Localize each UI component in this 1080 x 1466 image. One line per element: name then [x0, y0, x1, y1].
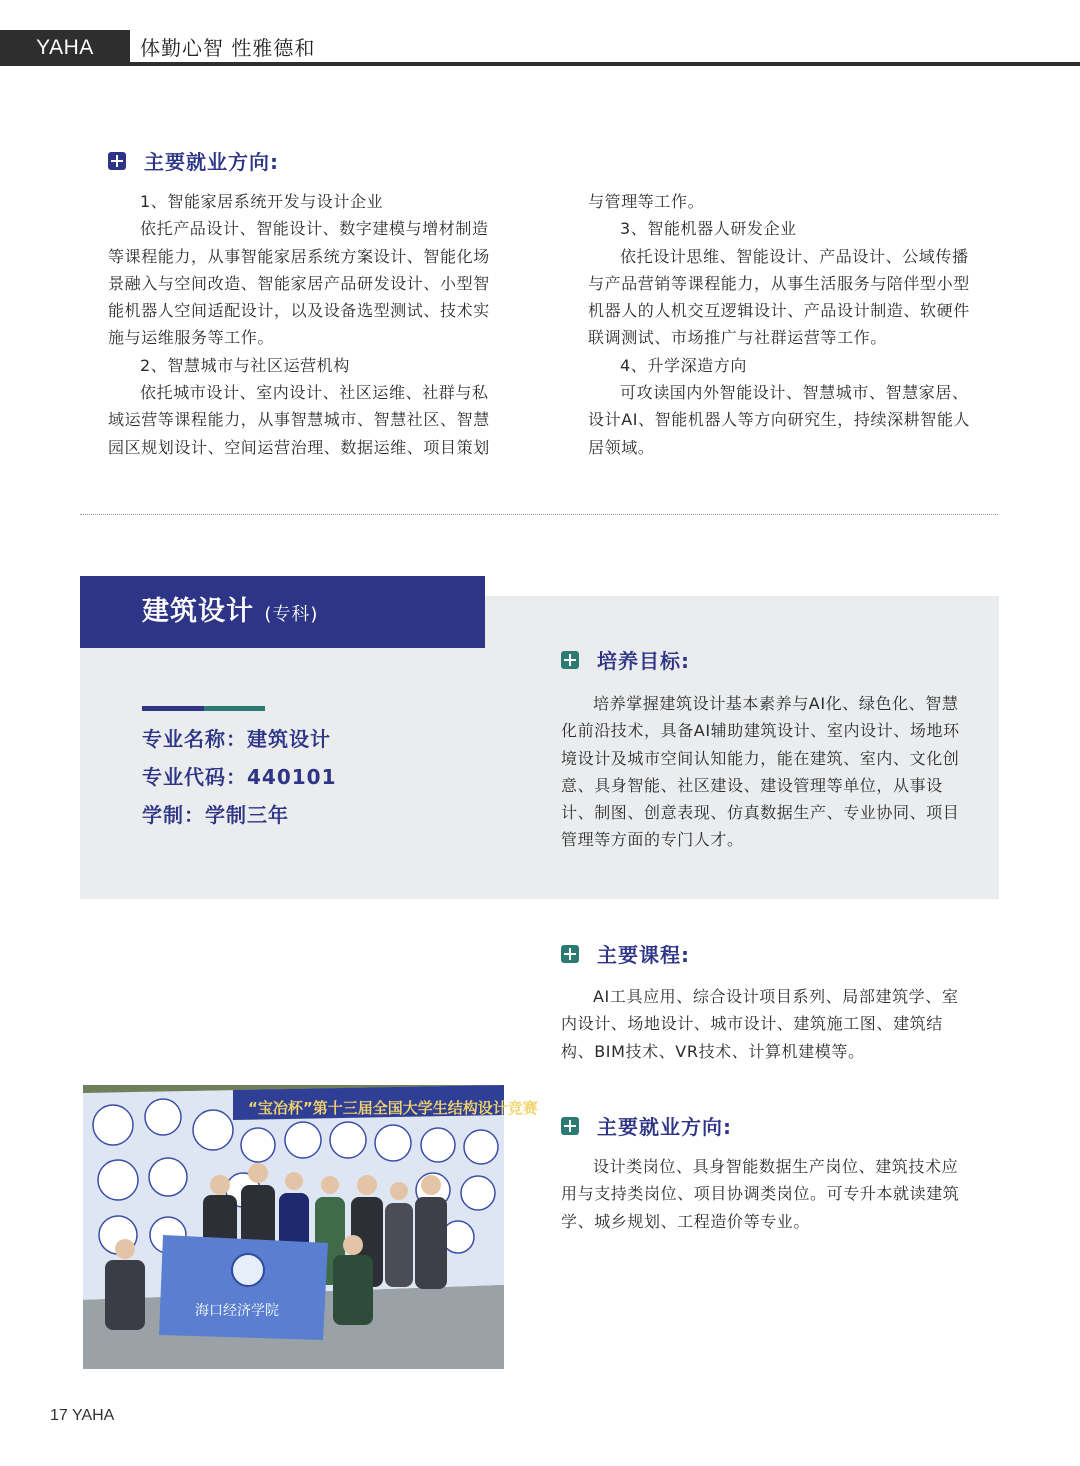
major-code: 专业代码：440101	[142, 765, 337, 789]
photo-flag-text: 海口经济学院	[195, 1303, 279, 1319]
text-line: 1、智能家居系统开发与设计企业	[140, 192, 384, 211]
text-line: 4、升学深造方向	[620, 355, 747, 375]
dotted-divider	[80, 514, 998, 515]
plus-square-icon	[108, 152, 126, 170]
section1-title: 主要就业方向:	[144, 150, 279, 174]
courses-heading	[561, 939, 690, 968]
text-line: 设计AI、智能机器人等方向研究生，持续深耕智能人	[588, 410, 971, 430]
major-name: 专业名称：建筑设计	[142, 727, 331, 751]
text-line: 居领域。	[588, 437, 655, 457]
team-photo	[83, 1085, 538, 1369]
text-line: 景融入与空间改造、智能家居产品研发设计、小型智	[108, 273, 490, 293]
text-line: 与管理等工作。	[588, 192, 705, 211]
courses-title: 主要课程:	[597, 943, 690, 967]
text-line: 3、智能机器人研发企业	[620, 219, 797, 239]
text-line: 与产品营销等课程能力，从事生活服务与陪伴型小型	[588, 273, 970, 293]
text-line: 能机器人空间适配设计，以及设备选型测试、技术实	[108, 301, 490, 321]
text-line: 联调测试、市场推广与社群运营等工作。	[588, 328, 887, 348]
photo-banner-text: “宝冶杯”第十三届全国大学生结构设计竞赛	[248, 1099, 538, 1117]
courses-paragraph: AI工具应用、综合设计项目系列、局部建筑学、室内设计、场地设计、城市设计、建筑施工图、建筑结构、BIM技术、VR技术、计算机建模等。	[561, 987, 959, 1061]
text-line: 2、智慧城市与社区运营机构	[140, 355, 350, 375]
goal-title: 培养目标:	[597, 649, 690, 673]
plus-square-icon	[561, 1117, 579, 1135]
plus-square-icon	[561, 945, 579, 963]
text-line: 依托设计思维、智能设计、产品设计、公域传播	[620, 246, 969, 266]
section1-heading	[108, 146, 279, 175]
header-rule	[130, 62, 1080, 66]
text-line: 依托城市设计、室内设计、社区运维、社群与私	[140, 383, 489, 403]
major-title	[142, 592, 318, 635]
goal-text	[561, 690, 973, 854]
plus-square-icon	[561, 651, 579, 669]
page-footer: 17 YAHA	[50, 1407, 115, 1424]
accent-bar-navy	[142, 706, 204, 711]
text-line: 等课程能力，从事智能家居系统方案设计、智能化场	[108, 246, 490, 266]
employment-text	[561, 1153, 973, 1235]
text-line: 依托产品设计、智能设计、数字建模与增材制造	[140, 219, 489, 239]
header-slogan: 体勤心智 性雅德和	[140, 36, 316, 60]
courses-text	[561, 983, 973, 1065]
major-duration: 学制：学制三年	[142, 803, 289, 827]
text-line: 园区规划设计、空间运营治理、数据运维、项目策划	[108, 437, 490, 457]
major-title-sub: (专科)	[264, 604, 319, 625]
section1-right-column	[588, 188, 998, 461]
text-line: 施与运维服务等工作。	[108, 328, 275, 348]
text-line: 机器人的人机交互逻辑设计、产品设计制造、软硬件	[588, 301, 970, 321]
major-title-main: 建筑设计	[142, 596, 254, 627]
goal-heading	[561, 645, 690, 674]
text-line: 域运营等课程能力，从事智慧城市、智慧社区、智慧	[108, 410, 490, 430]
text-line: 可攻读国内外智能设计、智慧城市、智慧家居、	[620, 383, 969, 403]
employment-paragraph: 设计类岗位、具身智能数据生产岗位、建筑技术应用与支持类岗位、项目协调类岗位。可专升本就读建筑学、城乡规划、工程造价等专业。	[561, 1157, 960, 1231]
employment-title: 主要就业方向:	[597, 1115, 732, 1139]
goal-paragraph: 培养掌握建筑设计基本素养与AI化、绿色化、智慧化前沿技术，具备AI辅助建筑设计、室内设计、场地环境设计及城市空间认知能力，能在建筑、室内、文化创意、具身智能、社区建设、建设管理等单位，从事设计、制图、创意表现、仿真数据生产、专业协同、项目管理等方面的专门人才。	[561, 694, 960, 850]
header-brand: YAHA	[36, 36, 94, 59]
section1-left-column	[108, 188, 518, 461]
employment-heading	[561, 1111, 732, 1140]
accent-bar-teal	[204, 706, 265, 711]
